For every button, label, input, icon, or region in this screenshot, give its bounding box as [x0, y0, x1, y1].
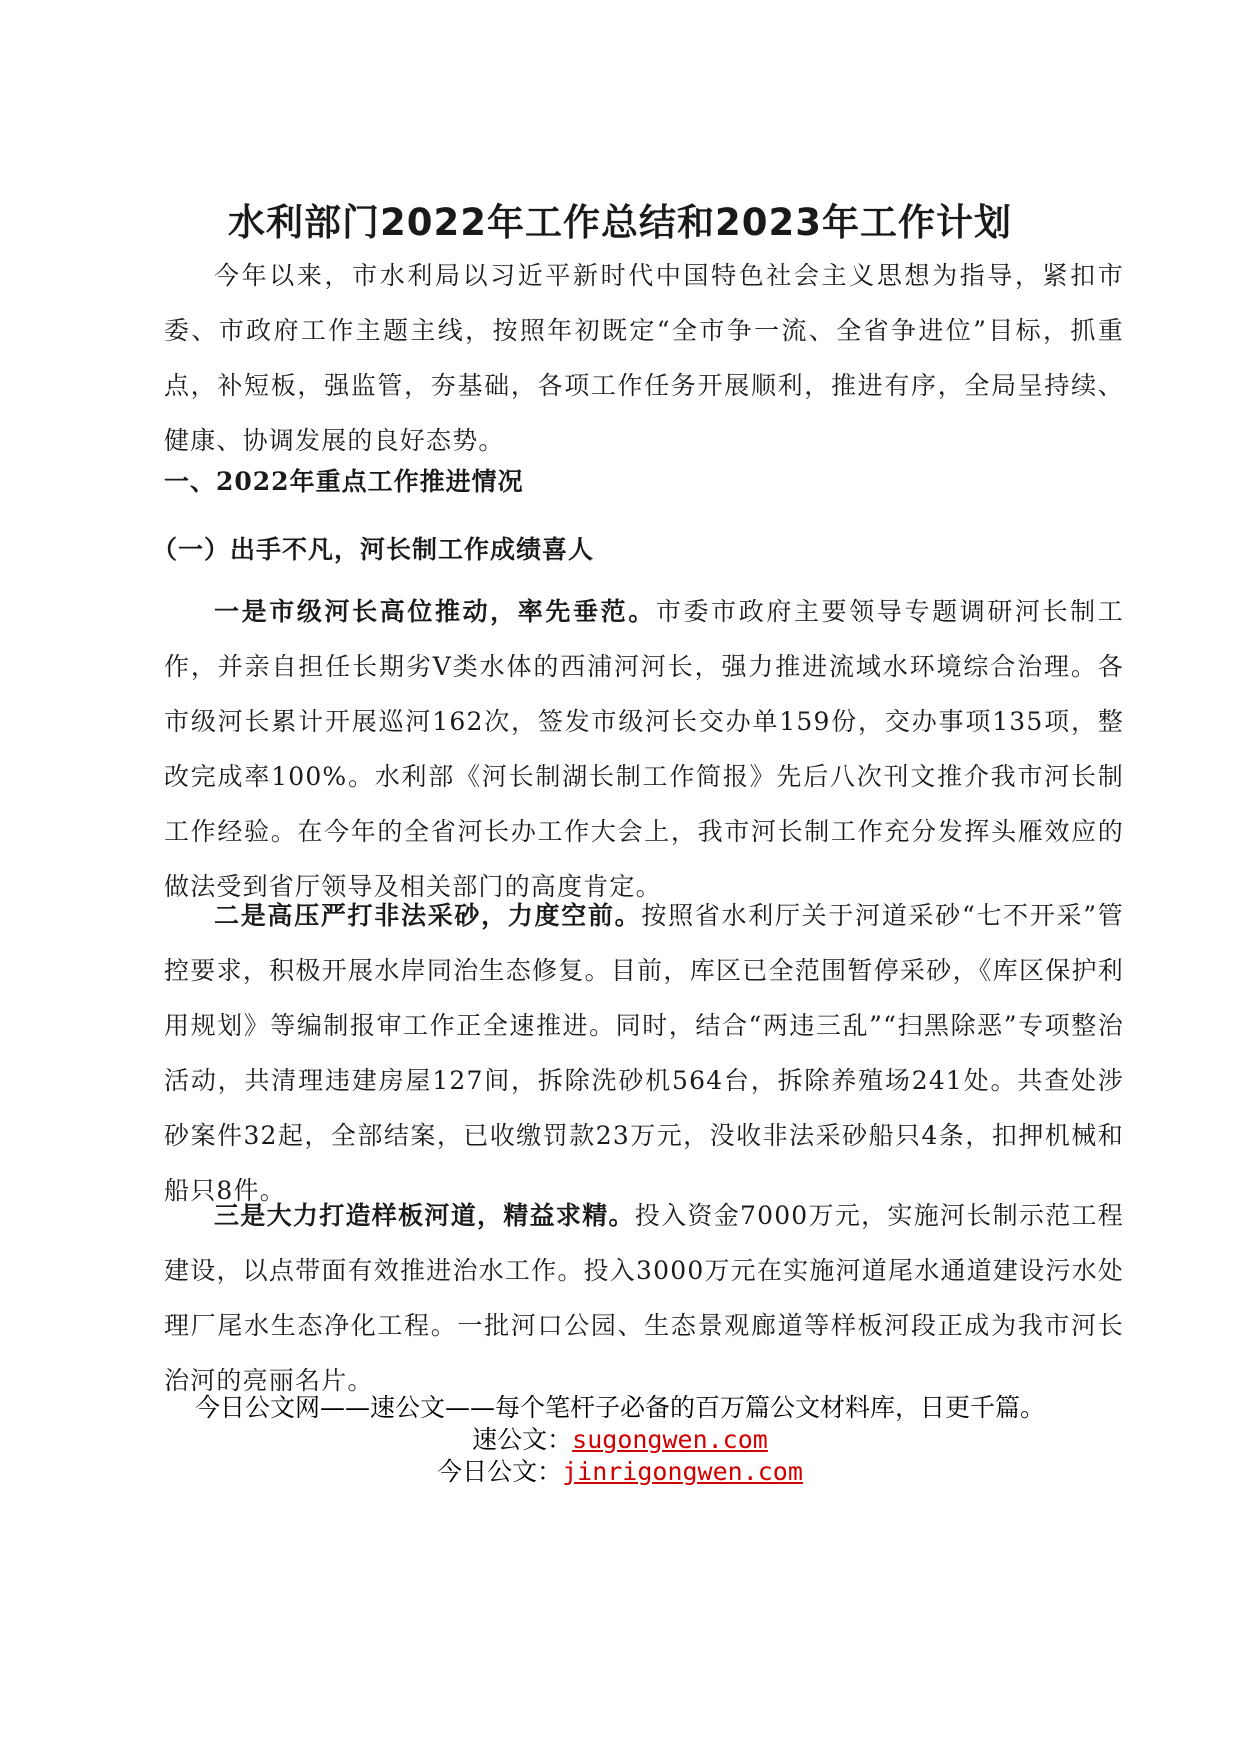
paragraph-3-text: 投入资金7000万元，实施河长制示范工程建设，以点带面有效推进治水工作。投入3000万元在实施河道尾水通道建设污水处理厂尾水生态净化工程。一批河口公园、生态景观廊道等样板河段正成为我市河长治河的亮丽名片。 — [164, 1201, 1125, 1395]
jinrigongwen-link[interactable]: jinrigongwen.com — [562, 1457, 803, 1486]
paragraph-1 — [164, 584, 1124, 914]
intro-paragraph: 今年以来，市水利局以习近平新时代中国特色社会主义思想为指导，紧扣市委、市政府工作主题主线，按照年初既定“全市争一流、全省争进位”目标，抓重点，补短板，强监管，夯基础，各项工作任务开展顺利，推进有序，全局呈持续、健康、协调发展的良好态势。 — [164, 261, 1124, 455]
footer-line-3 — [0, 1452, 1240, 1488]
footer-line-2 — [0, 1420, 1240, 1456]
paragraph-3 — [164, 1188, 1124, 1408]
paragraph-2-lead: 二是高压严打非法采砂，力度空前。 — [214, 901, 642, 930]
footer-label-sugongwen: 速公文： — [472, 1425, 573, 1454]
paragraph-2-text: 按照省水利厅关于河道采砂“七不开采”管控要求，积极开展水岸同治生态修复。目前，库区已全范围暂停采砂，《库区保护利用规划》等编制报审工作正全速推进。同时，结合“两违三乱”“扫黑除恶”专项整治活动，共清理违建房屋127间，拆除洗砂机564台，拆除养殖场241处。共查处涉砂案件32起，全部结案，已收缴罚款23万元，没收非法采砂船只4条，扣押机械和船只8件。 — [164, 901, 1124, 1205]
footer-tagline: 今日公文网——速公文——每个笔杆子必备的百万篇公文材料库，日更千篇。 — [194, 1393, 1045, 1422]
footer-label-jinrigongwen: 今日公文： — [437, 1457, 563, 1486]
paragraph-3-lead: 三是大力打造样板河道，精益求精。 — [214, 1201, 635, 1230]
paragraph-1-lead: 一是市级河长高位推动，率先垂范。 — [214, 597, 656, 626]
paragraph-2 — [164, 888, 1124, 1218]
sugongwen-link[interactable]: sugongwen.com — [572, 1425, 768, 1454]
section-heading: 一、2022年重点工作推进情况 — [164, 467, 524, 496]
document-title: 水利部门2022年工作总结和2023年工作计划 — [228, 201, 1012, 244]
paragraph-1-text: 市委市政府主要领导专题调研河长制工作，并亲自担任长期劣Ⅴ类水体的西浦河河长，强力推进流域水环境综合治理。各市级河长累计开展巡河162次，签发市级河长交办单159份，交办事项135项，整改完成率100%。水利部《河长制湖长制工作简报》先后八次刊文推介我市河长制工作经验。在今年的全省河长办工作大会上，我市河长制工作充分发挥头雁效应的做法受到省厅领导及相关部门的高度肯定。 — [164, 597, 1125, 901]
subsection-heading: （一）出手不凡，河长制工作成绩喜人 — [152, 535, 595, 564]
